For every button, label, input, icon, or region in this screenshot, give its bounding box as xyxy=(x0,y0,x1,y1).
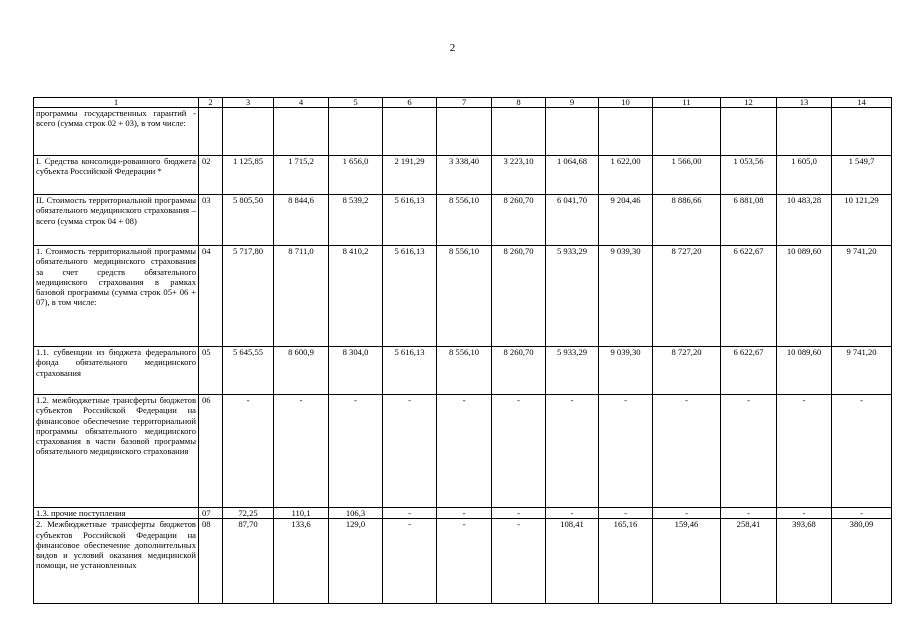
value-cell: - xyxy=(777,508,832,519)
row-code-cell: 06 xyxy=(199,395,223,508)
value-cell: - xyxy=(437,519,492,604)
value-cell: 5 616,13 xyxy=(383,195,437,246)
value-cell xyxy=(599,108,653,156)
page-number: 2 xyxy=(449,42,456,54)
header-cell: 6 xyxy=(383,98,437,108)
value-cell: 2 191,29 xyxy=(383,156,437,195)
row-code-cell: 08 xyxy=(199,519,223,604)
value-cell: 5 933,29 xyxy=(546,246,599,347)
value-cell xyxy=(223,108,274,156)
value-cell: 87,70 xyxy=(223,519,274,604)
value-cell: 5 645,55 xyxy=(223,347,274,395)
value-cell xyxy=(653,108,721,156)
value-cell: 1 053,56 xyxy=(721,156,777,195)
value-cell xyxy=(383,108,437,156)
value-cell: - xyxy=(437,508,492,519)
table-row xyxy=(34,347,892,395)
table-header-row xyxy=(34,98,892,108)
value-cell: 10 483,28 xyxy=(777,195,832,246)
row-code-cell: 05 xyxy=(199,347,223,395)
header-cell: 9 xyxy=(546,98,599,108)
header-cell: 1 xyxy=(34,98,199,108)
value-cell: 8 410,2 xyxy=(329,246,383,347)
value-cell: - xyxy=(329,395,383,508)
value-cell: - xyxy=(492,508,546,519)
value-cell: - xyxy=(492,395,546,508)
value-cell: 129,0 xyxy=(329,519,383,604)
row-code-cell: 03 xyxy=(199,195,223,246)
header-cell: 8 xyxy=(492,98,546,108)
value-cell: 6 041,70 xyxy=(546,195,599,246)
value-cell: 9 204,46 xyxy=(599,195,653,246)
value-cell xyxy=(274,108,329,156)
value-cell: 10 121,29 xyxy=(832,195,892,246)
value-cell: 8 844,6 xyxy=(274,195,329,246)
value-cell: 5 616,13 xyxy=(383,347,437,395)
value-cell xyxy=(329,108,383,156)
value-cell: 9 741,20 xyxy=(832,246,892,347)
value-cell: 133,6 xyxy=(274,519,329,604)
value-cell: - xyxy=(599,395,653,508)
value-cell: 8 727,20 xyxy=(653,246,721,347)
row-name-cell: 2. Межбюджетные трансферты бюджетов субъектов Российской Федерации на финансовое обеспечение дополнительных видов и условий оказания медицинской помощи, не установленных xyxy=(34,519,199,604)
table-row xyxy=(34,195,892,246)
value-cell: - xyxy=(832,508,892,519)
value-cell: 8 556,10 xyxy=(437,246,492,347)
value-cell: - xyxy=(546,508,599,519)
value-cell xyxy=(437,108,492,156)
value-cell: 8 260,70 xyxy=(492,195,546,246)
value-cell: 393,68 xyxy=(777,519,832,604)
row-code-cell xyxy=(199,108,223,156)
header-cell: 10 xyxy=(599,98,653,108)
value-cell xyxy=(721,108,777,156)
value-cell: 1 064,68 xyxy=(546,156,599,195)
value-cell: 6 881,08 xyxy=(721,195,777,246)
value-cell: - xyxy=(383,519,437,604)
value-cell: 8 727,20 xyxy=(653,347,721,395)
row-name-cell: 1. Стоимость территориальной программы обязательного медицинского страхования за счет средств обязательного медицинского страхования в рамках базовой программы (сумма строк 05+ 06 + 07), в том числе: xyxy=(34,246,199,347)
value-cell: 5 717,80 xyxy=(223,246,274,347)
value-cell: 1 549,7 xyxy=(832,156,892,195)
value-cell: 1 566,00 xyxy=(653,156,721,195)
header-cell: 2 xyxy=(199,98,223,108)
value-cell: 258,41 xyxy=(721,519,777,604)
budget-table xyxy=(33,97,892,604)
value-cell: 8 600,9 xyxy=(274,347,329,395)
table-row xyxy=(34,395,892,508)
value-cell: 108,41 xyxy=(546,519,599,604)
table-row xyxy=(34,156,892,195)
value-cell: 72,25 xyxy=(223,508,274,519)
value-cell: 8 886,66 xyxy=(653,195,721,246)
value-cell: 1 125,85 xyxy=(223,156,274,195)
header-cell: 7 xyxy=(437,98,492,108)
value-cell: - xyxy=(492,519,546,604)
value-cell: - xyxy=(274,395,329,508)
value-cell xyxy=(832,108,892,156)
value-cell: - xyxy=(653,395,721,508)
value-cell: 5 933,29 xyxy=(546,347,599,395)
row-name-cell: I. Средства консолиди-рованного бюджета субъекта Российской Федерации * xyxy=(34,156,199,195)
value-cell: 6 622,67 xyxy=(721,246,777,347)
table-row xyxy=(34,246,892,347)
value-cell: 8 711,0 xyxy=(274,246,329,347)
value-cell: 8 539,2 xyxy=(329,195,383,246)
value-cell: 5 616,13 xyxy=(383,246,437,347)
row-code-cell: 04 xyxy=(199,246,223,347)
header-cell: 3 xyxy=(223,98,274,108)
table-row xyxy=(34,508,892,519)
value-cell: - xyxy=(777,395,832,508)
value-cell: 1 622,00 xyxy=(599,156,653,195)
table-row xyxy=(34,108,892,156)
table-row xyxy=(34,519,892,604)
header-cell: 5 xyxy=(329,98,383,108)
table-body xyxy=(34,98,892,604)
value-cell: - xyxy=(546,395,599,508)
value-cell xyxy=(546,108,599,156)
value-cell: - xyxy=(721,508,777,519)
value-cell: 1 656,0 xyxy=(329,156,383,195)
value-cell: - xyxy=(437,395,492,508)
value-cell xyxy=(492,108,546,156)
row-name-cell: 1.2. межбюджетные трансферты бюджетов субъектов Российской Федерации на финансовое обеспечение территориальной программы обязательного медицинского страхования в части базовой программы обязательного медицинского страхования xyxy=(34,395,199,508)
header-cell: 13 xyxy=(777,98,832,108)
row-code-cell: 07 xyxy=(199,508,223,519)
value-cell: 9 039,30 xyxy=(599,246,653,347)
row-name-cell: 1.1. субвенции из бюджета федерального фонда обязательного медицинского страхования xyxy=(34,347,199,395)
header-cell: 14 xyxy=(832,98,892,108)
header-cell: 11 xyxy=(653,98,721,108)
value-cell: 8 556,10 xyxy=(437,347,492,395)
value-cell: 10 089,60 xyxy=(777,347,832,395)
header-cell: 12 xyxy=(721,98,777,108)
value-cell: - xyxy=(721,395,777,508)
value-cell: 10 089,60 xyxy=(777,246,832,347)
value-cell: 3 223,10 xyxy=(492,156,546,195)
value-cell: 380,09 xyxy=(832,519,892,604)
row-name-cell: программы государственных гарантий - всего (сумма строк 02 + 03), в том числе: xyxy=(34,108,199,156)
row-code-cell: 02 xyxy=(199,156,223,195)
value-cell: 106,3 xyxy=(329,508,383,519)
value-cell: - xyxy=(832,395,892,508)
value-cell: 8 260,70 xyxy=(492,347,546,395)
value-cell: - xyxy=(383,395,437,508)
value-cell: 6 622,67 xyxy=(721,347,777,395)
value-cell: 159,46 xyxy=(653,519,721,604)
value-cell: 8 304,0 xyxy=(329,347,383,395)
value-cell: 9 741,20 xyxy=(832,347,892,395)
value-cell: - xyxy=(223,395,274,508)
value-cell: 1 715,2 xyxy=(274,156,329,195)
row-name-cell: 1.3. прочие поступления xyxy=(34,508,199,519)
value-cell: 9 039,30 xyxy=(599,347,653,395)
value-cell: 3 338,40 xyxy=(437,156,492,195)
value-cell: - xyxy=(599,508,653,519)
value-cell: 8 260,70 xyxy=(492,246,546,347)
value-cell: 8 556,10 xyxy=(437,195,492,246)
header-cell: 4 xyxy=(274,98,329,108)
value-cell xyxy=(777,108,832,156)
value-cell: 110,1 xyxy=(274,508,329,519)
value-cell: 5 805,50 xyxy=(223,195,274,246)
value-cell: - xyxy=(383,508,437,519)
value-cell: 165,16 xyxy=(599,519,653,604)
value-cell: 1 605,0 xyxy=(777,156,832,195)
value-cell: - xyxy=(653,508,721,519)
row-name-cell: II. Стоимость территориальной программы обязательного медицинского страхования – всего (сумма строк 04 + 08) xyxy=(34,195,199,246)
